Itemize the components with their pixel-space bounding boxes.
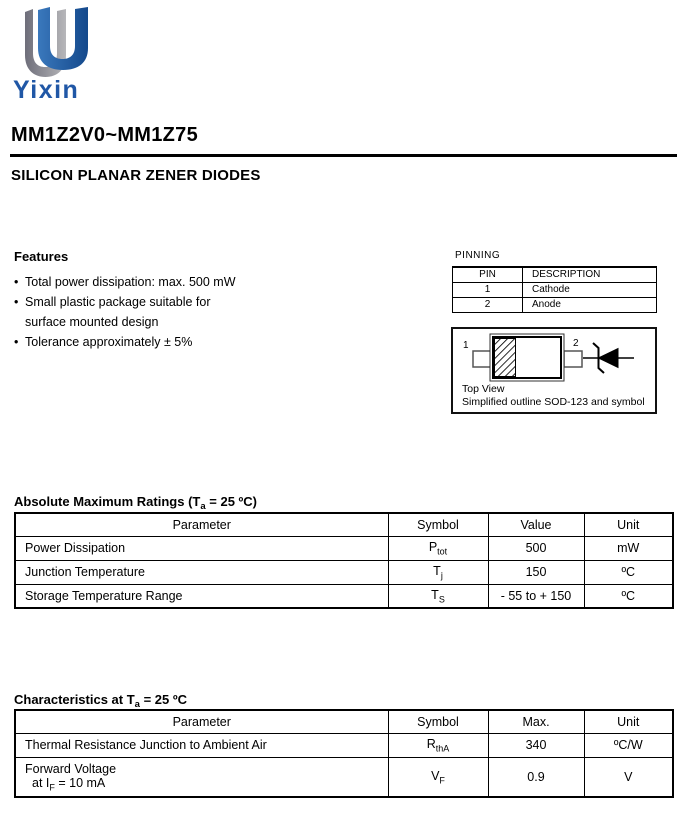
cell-symbol bbox=[388, 733, 488, 757]
symbol-base: P bbox=[428, 539, 438, 554]
feature-item bbox=[14, 332, 394, 352]
cell-value: - 55 to + 150 bbox=[488, 584, 584, 608]
lead-1 bbox=[473, 351, 491, 367]
cell-unit: mW bbox=[584, 536, 673, 560]
table-row bbox=[15, 757, 673, 797]
column-header-parameter: Parameter bbox=[15, 513, 388, 536]
feature-text: Tolerance approximately ± 5% bbox=[25, 335, 193, 349]
abs-ratings-title-text: Absolute Maximum Ratings (T bbox=[14, 494, 201, 509]
feature-text: Total power dissipation: max. 500 mW bbox=[25, 275, 236, 289]
parameter-line1: Forward Voltage bbox=[25, 761, 117, 776]
cell-symbol bbox=[388, 536, 488, 560]
pinning-section-label: PINNING bbox=[455, 250, 501, 261]
package-caption-line1: Top View bbox=[462, 383, 505, 395]
symbol-subscript: F bbox=[439, 775, 445, 785]
symbol-subscript: thA bbox=[435, 743, 450, 754]
feature-item bbox=[14, 272, 394, 292]
package-outline-box bbox=[451, 327, 657, 414]
feature-text: Small plastic package suitable for bbox=[25, 295, 211, 309]
table-row bbox=[15, 536, 673, 560]
pinning-header-pin: PIN bbox=[453, 267, 523, 282]
column-header-unit: Unit bbox=[584, 710, 673, 733]
cell-parameter: Thermal Resistance Junction to Ambient Air bbox=[15, 733, 388, 757]
bullet-icon: • bbox=[14, 335, 19, 349]
cell-parameter: Junction Temperature bbox=[15, 560, 388, 584]
package-caption-line2: Simplified outline SOD-123 and symbol bbox=[462, 396, 645, 408]
pin2-label: 2 bbox=[573, 338, 579, 349]
pinning-header-row bbox=[453, 267, 657, 282]
symbol-subscript: j bbox=[440, 570, 443, 581]
column-header-symbol: Symbol bbox=[388, 513, 488, 536]
feature-item bbox=[14, 292, 394, 312]
pinning-header-description: DESCRIPTION bbox=[523, 267, 657, 282]
pin-number: 1 bbox=[453, 282, 523, 297]
table-header-row bbox=[15, 513, 673, 536]
lead-2 bbox=[564, 351, 582, 367]
characteristics-title-post: = 25 ºC bbox=[139, 692, 187, 707]
column-header-value: Value bbox=[488, 513, 584, 536]
symbol-subscript: S bbox=[438, 594, 445, 604]
table-header-row bbox=[15, 710, 673, 733]
pin-description: Anode bbox=[523, 297, 657, 312]
column-header-symbol: Symbol bbox=[388, 710, 488, 733]
characteristics-title-text: Characteristics at T bbox=[14, 692, 135, 707]
symbol-base: T bbox=[433, 563, 441, 578]
column-header-max: Max. bbox=[488, 710, 584, 733]
pin-number: 2 bbox=[453, 297, 523, 312]
cell-parameter: Power Dissipation bbox=[15, 536, 388, 560]
symbol-subscript: tot bbox=[437, 546, 448, 557]
absolute-maximum-ratings-table bbox=[14, 512, 674, 609]
characteristics-table bbox=[14, 709, 674, 798]
sod123-package-drawing bbox=[453, 329, 655, 383]
pinning-table bbox=[452, 266, 657, 313]
yixin-logo-icon bbox=[22, 6, 114, 80]
symbol-base: T bbox=[431, 587, 439, 602]
feature-item-continuation bbox=[14, 312, 394, 332]
abs-ratings-title bbox=[14, 494, 258, 512]
feature-text: surface mounted design bbox=[25, 315, 159, 329]
abs-ratings-title-sub: a bbox=[200, 501, 206, 512]
condition-text: at I bbox=[32, 775, 50, 790]
table-row bbox=[15, 584, 673, 608]
page-subtitle: SILICON PLANAR ZENER DIODES bbox=[11, 167, 261, 184]
bullet-icon: • bbox=[14, 275, 19, 289]
abs-ratings-title-post: = 25 ºC) bbox=[205, 494, 258, 509]
cell-unit: ºC/W bbox=[584, 733, 673, 757]
symbol-base: R bbox=[426, 736, 436, 751]
cell-symbol bbox=[388, 584, 488, 608]
cell-symbol bbox=[388, 757, 488, 797]
title-divider-rule bbox=[10, 154, 677, 157]
table-row bbox=[15, 733, 673, 757]
symbol-base: V bbox=[431, 768, 440, 783]
brand-name: Yixin bbox=[13, 76, 80, 104]
cell-unit: V bbox=[584, 757, 673, 797]
cell-unit: ºC bbox=[584, 560, 673, 584]
cell-parameter: Storage Temperature Range bbox=[15, 584, 388, 608]
cell-symbol bbox=[388, 560, 488, 584]
cell-value: 150 bbox=[488, 560, 584, 584]
bullet-spacer bbox=[14, 312, 25, 332]
characteristics-title-sub: a bbox=[134, 699, 140, 710]
pin1-label: 1 bbox=[463, 340, 469, 351]
condition-subscript: F bbox=[49, 782, 55, 792]
features-title: Features bbox=[14, 249, 69, 264]
page-title-part-range: MM1Z2V0~MM1Z75 bbox=[11, 124, 199, 146]
pinning-row bbox=[453, 297, 657, 312]
package-caption bbox=[462, 383, 645, 409]
pinning-row bbox=[453, 282, 657, 297]
parameter-line2 bbox=[25, 776, 388, 793]
column-header-unit: Unit bbox=[584, 513, 673, 536]
features-section bbox=[14, 249, 394, 352]
cell-unit: ºC bbox=[584, 584, 673, 608]
bullet-icon: • bbox=[14, 295, 19, 309]
cell-value: 0.9 bbox=[488, 757, 584, 797]
cathode-band bbox=[495, 339, 516, 377]
condition-text-post: = 10 mA bbox=[54, 775, 106, 790]
pin-description: Cathode bbox=[523, 282, 657, 297]
cell-parameter bbox=[15, 757, 388, 797]
table-row bbox=[15, 560, 673, 584]
characteristics-title bbox=[14, 692, 187, 710]
column-header-parameter: Parameter bbox=[15, 710, 388, 733]
cell-value: 500 bbox=[488, 536, 584, 560]
cell-value: 340 bbox=[488, 733, 584, 757]
zener-diode-symbol-icon bbox=[583, 343, 634, 373]
